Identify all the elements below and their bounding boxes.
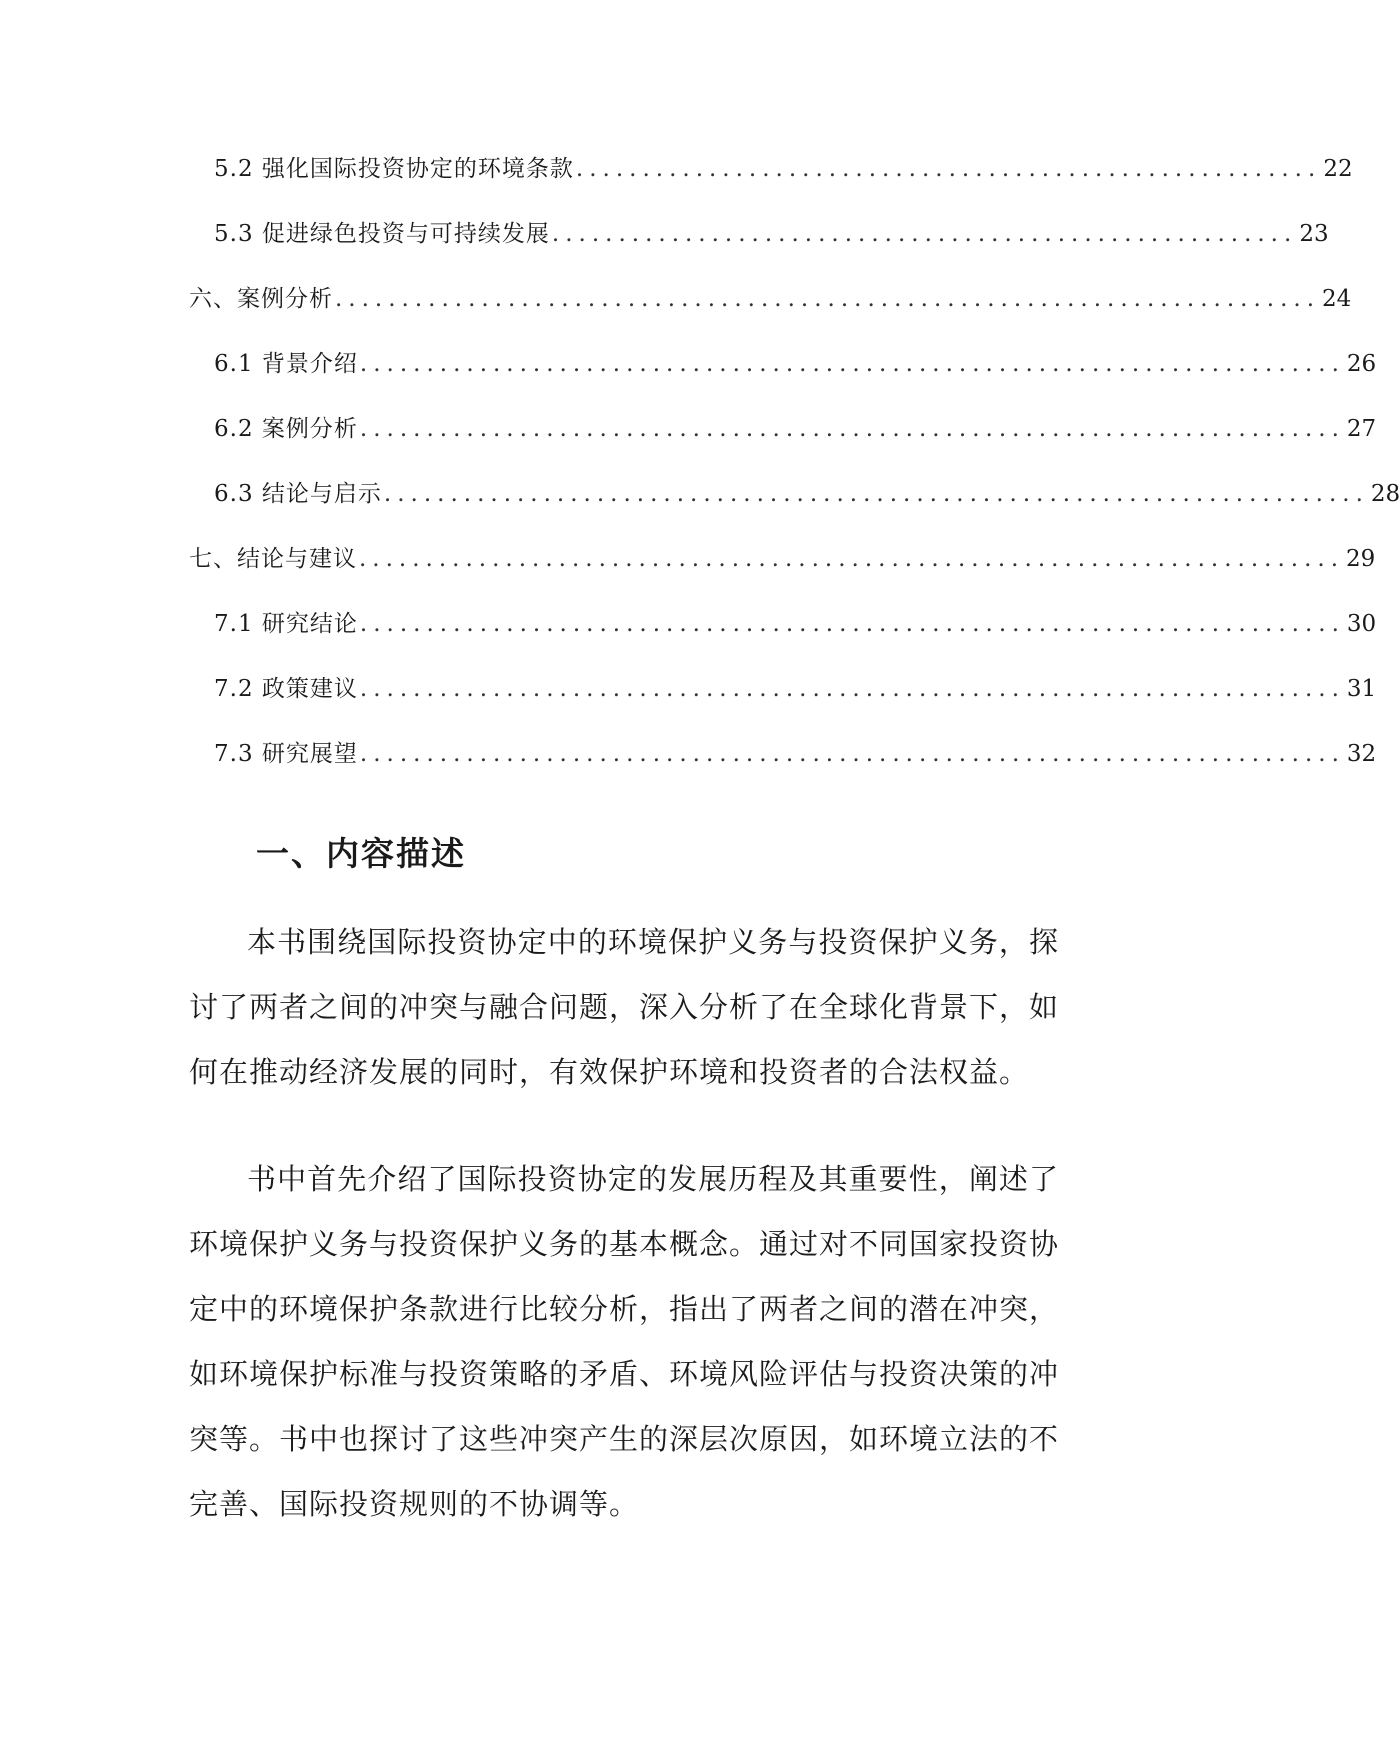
toc-entry[interactable] <box>189 274 1352 314</box>
toc-leader-dots: .......................................................................... <box>359 741 1345 767</box>
body-paragraph: 书中首先介绍了国际投资协定的发展历程及其重要性，阐述了环境保护义务与投资保护义务的基本概念。通过对不同国家投资协定中的环境保护条款进行比较分析，指出了两者之间的潜在冲突，如环境保护标准与投资策略的矛盾、环境风险评估与投资决策的冲突等。书中也探讨了这些冲突产生的深层次原因，如环境立法的不完善、国际投资规则的不协调等。 <box>189 1162 1060 1521</box>
toc-entry[interactable] <box>214 209 1329 249</box>
toc-entry[interactable] <box>214 599 1377 639</box>
toc-leader-dots: .......................................................................... <box>359 611 1345 637</box>
toc-page-number: 22 <box>1323 156 1353 182</box>
toc-page-number: 32 <box>1346 741 1377 767</box>
toc-page-number: 30 <box>1346 611 1377 637</box>
toc-entry[interactable] <box>214 469 1400 509</box>
toc-page-number: 29 <box>1346 546 1376 572</box>
toc-entry-label: 6.3 结论与启示 <box>214 481 382 507</box>
toc-leader-dots: .......................................................................... <box>359 351 1345 377</box>
body-paragraph: 本书围绕国际投资协定中的环境保护义务与投资保护义务，探讨了两者之间的冲突与融合问题，深入分析了在全球化背景下，如何在推动经济发展的同时，有效保护环境和投资者的合法权益。 <box>189 925 1060 1089</box>
toc-leader-dots: .......................................................................... <box>383 481 1369 507</box>
toc-entry-label: 6.1 背景介绍 <box>214 351 358 377</box>
toc-entry-label: 六、案例分析 <box>189 286 333 312</box>
toc-entry-label: 5.3 促进绿色投资与可持续发展 <box>214 221 550 247</box>
toc-page-number: 23 <box>1299 221 1329 247</box>
toc-entry[interactable] <box>214 339 1377 379</box>
toc-entry[interactable] <box>214 404 1377 444</box>
toc-entry-label: 7.3 研究展望 <box>214 741 358 767</box>
toc-entry[interactable] <box>214 144 1353 184</box>
toc-leader-dots: .......................................................................... <box>335 286 1321 312</box>
toc-entry-label: 5.2 强化国际投资协定的环境条款 <box>214 156 574 182</box>
toc-entry[interactable] <box>189 534 1376 574</box>
toc-entry-label: 七、结论与建议 <box>189 546 357 572</box>
toc-leader-dots: ........................................................ <box>551 221 1298 247</box>
toc-leader-dots: .......................................................................... <box>359 416 1345 442</box>
toc-page-number: 26 <box>1346 351 1377 377</box>
section-heading: 一、内容描述 <box>256 834 466 873</box>
toc-entry-label: 6.2 案例分析 <box>214 416 358 442</box>
toc-leader-dots: .......................................................................... <box>359 546 1345 572</box>
toc-page-number: 27 <box>1346 416 1377 442</box>
toc-entry-label: 7.1 研究结论 <box>214 611 358 637</box>
toc-entry[interactable] <box>214 664 1377 704</box>
toc-entry-label: 7.2 政策建议 <box>214 676 358 702</box>
toc-leader-dots: .......................................................................... <box>359 676 1345 702</box>
toc-page-number: 31 <box>1346 676 1377 702</box>
toc-entry[interactable] <box>214 729 1377 769</box>
toc-leader-dots: ........................................................ <box>575 156 1322 182</box>
toc-page-number: 24 <box>1322 286 1352 312</box>
toc-page-number: 28 <box>1370 481 1400 507</box>
